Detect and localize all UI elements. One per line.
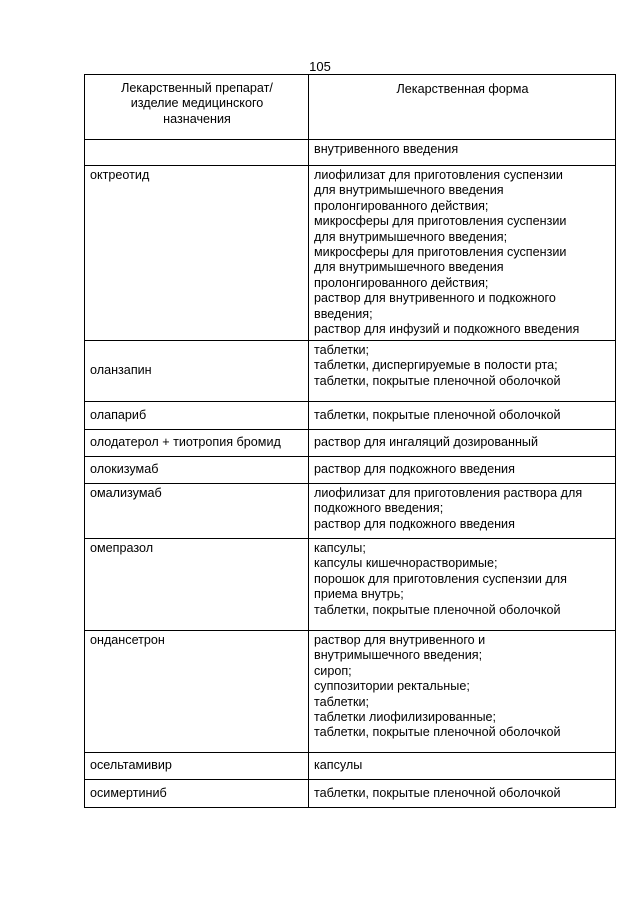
- drug-name-cell: олокизумаб: [85, 457, 309, 484]
- dosage-form-cell: капсулы; капсулы кишечнорастворимые; порошок для приготовления суспензии для приема внутрь; таблетки, покрытые пленочной оболочкой: [309, 539, 616, 631]
- dosage-form-cell: раствор для внутривенного и внутримышечного введения; сироп; суппозитории ректальные; таблетки; таблетки лиофилизированные; таблетки, покрытые пленочной оболочкой: [309, 631, 616, 753]
- table-header-row: [85, 75, 616, 140]
- table-row: [85, 539, 616, 631]
- drug-table: [84, 74, 616, 808]
- drug-name-cell: олодатерол + тиотропия бромид: [85, 430, 309, 457]
- header-dosage-form: Лекарственная форма: [309, 75, 616, 140]
- table-row: [85, 484, 616, 539]
- table-row: [85, 780, 616, 808]
- drug-name-cell: осимертиниб: [85, 780, 309, 808]
- table-row: [85, 140, 616, 166]
- drug-name-cell: осельтамивир: [85, 753, 309, 780]
- drug-name-cell: ондансетрон: [85, 631, 309, 753]
- dosage-form-cell: внутривенного введения: [309, 140, 616, 166]
- dosage-form-cell: лиофилизат для приготовления раствора для подкожного введения; раствор для подкожного введения: [309, 484, 616, 539]
- table-row: [85, 457, 616, 484]
- drug-name-cell: октреотид: [85, 166, 309, 341]
- drug-name-cell: оланзапин: [85, 341, 309, 402]
- dosage-form-cell: таблетки; таблетки, диспергируемые в полости рта; таблетки, покрытые пленочной оболочкой: [309, 341, 616, 402]
- dosage-form-cell: таблетки, покрытые пленочной оболочкой: [309, 402, 616, 430]
- page-number: 105: [309, 59, 331, 74]
- table-row: [85, 430, 616, 457]
- header-drug-name: Лекарственный препарат/ изделие медицинского назначения: [85, 75, 309, 140]
- dosage-form-cell: капсулы: [309, 753, 616, 780]
- drug-name-cell: [85, 140, 309, 166]
- dosage-form-cell: раствор для подкожного введения: [309, 457, 616, 484]
- table-row: [85, 402, 616, 430]
- table-row: [85, 753, 616, 780]
- dosage-form-cell: лиофилизат для приготовления суспензии для внутримышечного введения пролонгированного действия; микросферы для приготовления суспензии для внутримышечного введения; микросферы для приготовления суспензии для внутримышечного введения пролонгированного действия; раствор для внутривенного и подкожного введения; раствор для инфузий и подкожного введения: [309, 166, 616, 341]
- drug-name-cell: омепразол: [85, 539, 309, 631]
- table-row: [85, 631, 616, 753]
- dosage-form-cell: таблетки, покрытые пленочной оболочкой: [309, 780, 616, 808]
- table-row: [85, 166, 616, 341]
- dosage-form-cell: раствор для ингаляций дозированный: [309, 430, 616, 457]
- drug-name-cell: олапариб: [85, 402, 309, 430]
- drug-name-cell: омализумаб: [85, 484, 309, 539]
- table-row: [85, 341, 616, 402]
